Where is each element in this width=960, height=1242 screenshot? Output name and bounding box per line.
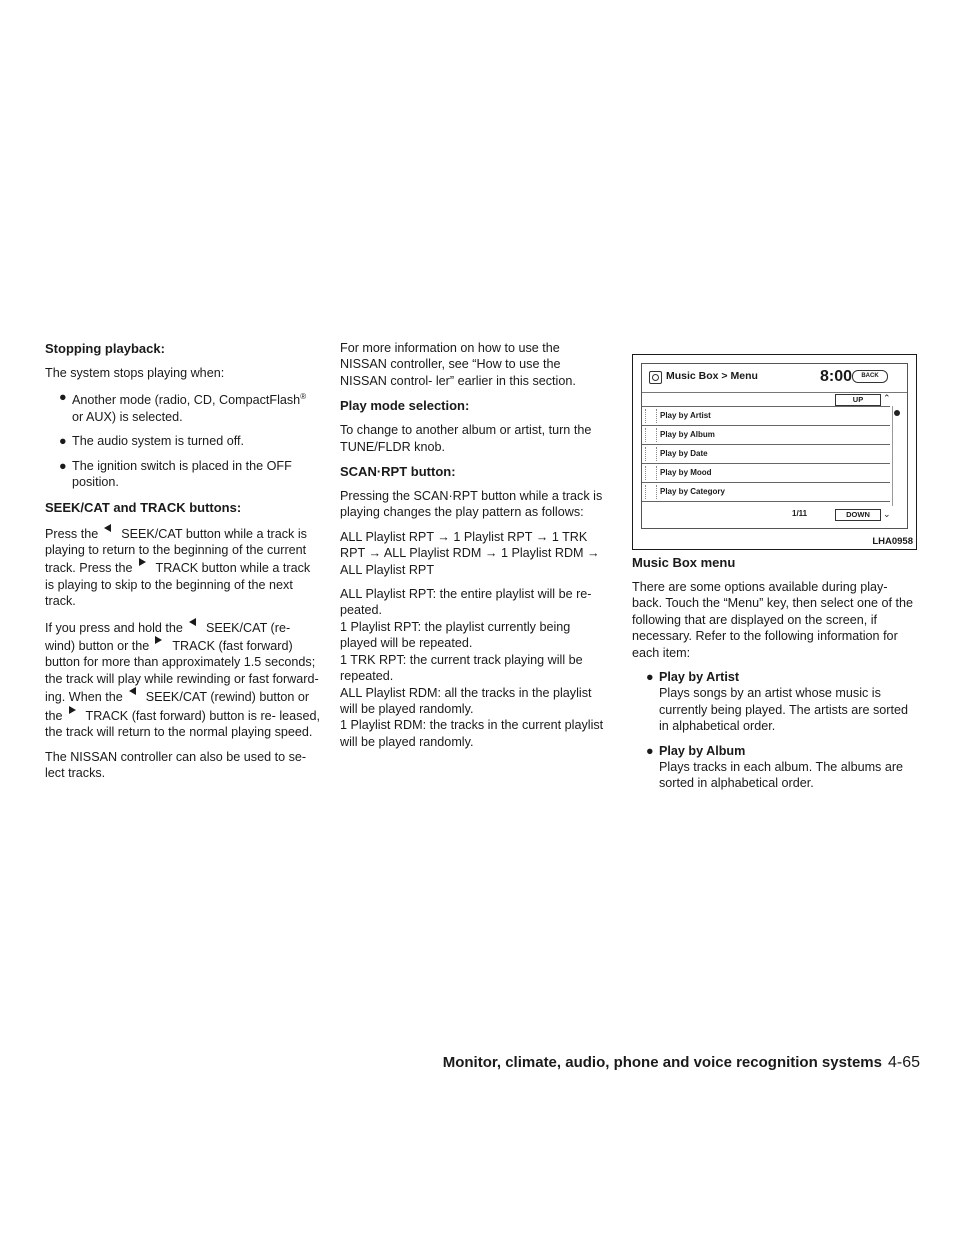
heading-scan-rpt: SCAN·RPT button: — [340, 464, 456, 480]
paragraph-system-stops: The system stops playing when: — [45, 366, 225, 380]
chevron-down-icon: ⌄ — [883, 509, 891, 519]
menu-options-list — [632, 669, 915, 792]
heading-stopping-playback: Stopping playback: — [45, 341, 165, 356]
definition-item: 1 TRK RPT: the current track playing will be repeated. — [340, 652, 583, 684]
column-right — [632, 340, 915, 800]
bullet-icon: ● — [59, 434, 67, 449]
paragraph-controller: The NISSAN controller can also be used to se- lect tracks. — [45, 749, 307, 780]
up-button[interactable]: UP — [835, 394, 881, 406]
definition-item: ALL Playlist RPT: the entire playlist will be re- peated. — [340, 587, 592, 618]
back-button[interactable]: BACK — [852, 370, 888, 383]
list-item: ● Play by Artist Plays songs by an artist whose music is currently being played. The artists are sorted in alphabetical order. — [646, 670, 908, 734]
menu-item-play-by-artist[interactable]: Play by Artist — [642, 406, 890, 426]
menu-item-play-by-category[interactable]: Play by Category — [642, 483, 890, 502]
section-title: Monitor, climate, audio, phone and voice recognition systems — [442, 1054, 882, 1071]
page-number: 4-65 — [887, 1054, 920, 1071]
paragraph-sequence: ALL Playlist RPT → 1 Playlist RPT → 1 TRK RPT → ALL Playlist RDM → 1 Playlist RDM → ALL Playlist RPT — [340, 529, 600, 577]
bullet-icon: ● — [646, 743, 654, 758]
paragraph-menu-options: There are some options available during play- back. Touch the “Menu” key, then select one of the following that are displayed on the screen, if necessary. Refer to the following information for each item: — [632, 580, 913, 660]
paragraph-press-seek: Press the SEEK/CAT button while a track is playing to return to the beginning of the current track. Press the TRACK button while a track is playing to skip to the beginning of the next track. — [45, 524, 320, 610]
stop-conditions-list — [45, 389, 320, 490]
heading-play-mode: Play mode selection: — [340, 398, 470, 414]
screen-title: Music Box > Menu — [666, 370, 758, 382]
track-right-icon — [155, 636, 162, 644]
down-button[interactable]: DOWN — [835, 509, 881, 521]
list-item: ● Play by Album Plays tracks in each album. The albums are sorted in alphabetical order. — [646, 743, 904, 791]
list-item: ● The audio system is turned off. — [59, 434, 244, 449]
seek-left-icon — [104, 524, 111, 532]
paragraph-more-info: For more information on how to use the NISSAN controller, see “How to use the NISSAN control- ler” earlier in this section. — [340, 341, 576, 388]
track-right-icon — [69, 706, 76, 714]
bullet-icon: ● — [59, 458, 67, 473]
definition-item: ALL Playlist RDM: all the tracks in the playlist will be played randomly. — [340, 685, 592, 716]
page-footer — [430, 1054, 920, 1072]
bullet-icon: ● — [59, 390, 67, 405]
paragraph-press-hold: If you press and hold the SEEK/CAT (re- wind) button or the TRACK (fast forward) button for more than approximately 1.5 seconds; the track will play while rewinding or fast forward- ing. When the SEEK/CAT (rewind) button or the TRACK (fast forward) button is re- leased, the track will return to the normal playing speed. — [45, 618, 320, 741]
menu-item-play-by-album[interactable]: Play by Album — [642, 426, 890, 445]
paragraph-play-mode: To change to another album or artist, turn the TUNE/FLDR knob. — [340, 423, 592, 454]
page-indicator: 1/11 — [792, 509, 808, 518]
seek-left-icon — [129, 687, 136, 695]
clock: 8:00 — [820, 368, 853, 385]
menu-item-play-by-mood[interactable]: Play by Mood — [642, 464, 890, 483]
heading-music-box-menu: Music Box menu — [632, 555, 736, 570]
heading-seek-track: SEEK/CAT and TRACK buttons: — [45, 499, 242, 515]
column-middle — [340, 340, 610, 750]
menu-item-play-by-date[interactable]: Play by Date — [642, 445, 890, 464]
bullet-icon: ● — [646, 670, 654, 685]
column-left — [45, 340, 320, 789]
definition-item: 1 Playlist RPT: the playlist currently being played will be repeated. — [340, 619, 571, 651]
paragraph-scan-rpt: Pressing the SCAN·RPT button while a track is playing changes the play pattern as follows: — [340, 489, 603, 520]
list-item: ● The ignition switch is placed in the OFF position. — [59, 458, 292, 490]
definition-item: 1 Playlist RDM: the tracks in the current playlist will be played randomly. — [340, 718, 604, 749]
chevron-up-icon: ⌃ — [883, 393, 891, 403]
seek-left-icon — [189, 618, 196, 626]
list-item: ● Another mode (radio, CD, CompactFlash® or AUX) is selected. — [59, 390, 307, 424]
figure-code: LHA0958 — [872, 536, 913, 547]
track-right-icon — [139, 558, 146, 566]
